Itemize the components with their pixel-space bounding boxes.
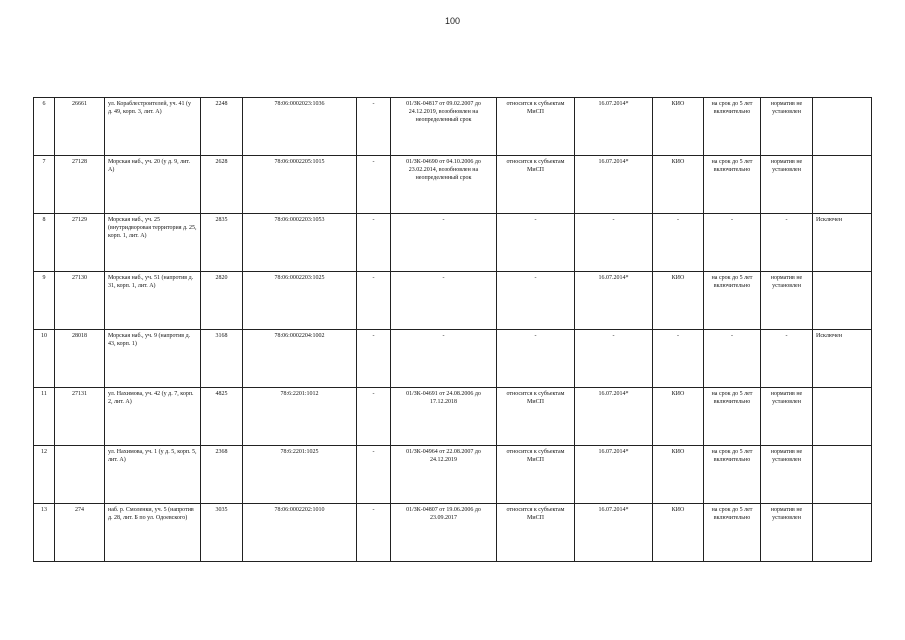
cell-owner: КИО — [653, 504, 704, 562]
cell-note — [813, 388, 872, 446]
table-body — [34, 98, 872, 562]
table-row — [34, 446, 872, 504]
cell-cadastral-number: 78:06:0002203:1053 — [243, 214, 357, 272]
cell-object-code: 27129 — [55, 214, 105, 272]
cell-norm: - — [761, 330, 813, 388]
cell-row-number: 13 — [34, 504, 55, 562]
cell-area: 4825 — [201, 388, 243, 446]
cell-address: Морская наб., уч. 9 (напротив д. 43, корп. 1) — [105, 330, 201, 388]
cell-attribution: - — [497, 214, 575, 272]
cell-note — [813, 272, 872, 330]
table-row — [34, 98, 872, 156]
cell-lease-agreement: - — [391, 330, 497, 388]
cell-norm: норматив не установлен — [761, 272, 813, 330]
cell-attribution: - — [497, 330, 575, 388]
cell-date: 16.07.2014* — [575, 446, 653, 504]
cell-row-number: 11 — [34, 388, 55, 446]
cell-object-code: 27130 — [55, 272, 105, 330]
cell-note — [813, 156, 872, 214]
cell-cadastral-number: 78:06:0002023:1036 — [243, 98, 357, 156]
cell-cadastral-number: 78:06:0002205:1015 — [243, 156, 357, 214]
cell-row-number: 12 — [34, 446, 55, 504]
cell-row-number: 8 — [34, 214, 55, 272]
cell-area: 2835 — [201, 214, 243, 272]
cell-date: - — [575, 214, 653, 272]
cell-lease-agreement: 01/ЗК-04690 от 04.10.2006 до 23.02.2014, возобновлен на неопределенный срок — [391, 156, 497, 214]
cell-empty-column: - — [357, 504, 391, 562]
cell-empty-column: - — [357, 272, 391, 330]
cell-lease-agreement: 01/ЗК-04964 от 22.08.2007 до 24.12.2019 — [391, 446, 497, 504]
cell-empty-column: - — [357, 214, 391, 272]
cell-object-code: 26661 — [55, 98, 105, 156]
cell-date: 16.07.2014* — [575, 98, 653, 156]
cell-address: ул. Кораблестроителей, уч. 41 (у д. 49, корп. 3, лит. А) — [105, 98, 201, 156]
cell-area: 3035 — [201, 504, 243, 562]
cell-date: 16.07.2014* — [575, 504, 653, 562]
cell-term: на срок до 5 лет включительно — [704, 98, 761, 156]
cell-object-code: 27131 — [55, 388, 105, 446]
cell-area: 2248 — [201, 98, 243, 156]
cell-address: Морская наб., уч. 20 (у д. 9, лит. А) — [105, 156, 201, 214]
cell-date: 16.07.2014* — [575, 272, 653, 330]
cell-object-code — [55, 446, 105, 504]
cell-owner: - — [653, 330, 704, 388]
table-row — [34, 388, 872, 446]
cell-owner: КИО — [653, 272, 704, 330]
cell-term: на срок до 5 лет включительно — [704, 388, 761, 446]
cell-norm: норматив не установлен — [761, 446, 813, 504]
cell-empty-column: - — [357, 330, 391, 388]
cell-term: - — [704, 214, 761, 272]
cell-term: на срок до 5 лет включительно — [704, 156, 761, 214]
cell-norm: норматив не установлен — [761, 98, 813, 156]
cell-cadastral-number: 78:06:0002202:1010 — [243, 504, 357, 562]
cell-lease-agreement: - — [391, 272, 497, 330]
cell-empty-column: - — [357, 156, 391, 214]
table-row — [34, 504, 872, 562]
cell-object-code: 27128 — [55, 156, 105, 214]
cell-area: 2368 — [201, 446, 243, 504]
cell-area: 2628 — [201, 156, 243, 214]
cell-date: 16.07.2014* — [575, 156, 653, 214]
registry-table — [33, 97, 872, 562]
cell-address: Морская наб., уч. 51 (напротив д. 31, корп. 1, лит. А) — [105, 272, 201, 330]
cell-lease-agreement: 01/ЗК-04817 от 09.02.2007 до 24.12.2019, возобновлен на неопределенный срок — [391, 98, 497, 156]
cell-row-number: 6 — [34, 98, 55, 156]
cell-owner: - — [653, 214, 704, 272]
cell-note — [813, 446, 872, 504]
cell-area: 3168 — [201, 330, 243, 388]
cell-lease-agreement: - — [391, 214, 497, 272]
cell-object-code: 274 — [55, 504, 105, 562]
cell-object-code: 28018 — [55, 330, 105, 388]
cell-owner: КИО — [653, 388, 704, 446]
cell-empty-column: - — [357, 446, 391, 504]
table-row — [34, 272, 872, 330]
cell-owner: КИО — [653, 98, 704, 156]
cell-note: Исключен — [813, 330, 872, 388]
page-number: 100 — [444, 16, 461, 26]
cell-cadastral-number: 78:6:2201:1012 — [243, 388, 357, 446]
cell-lease-agreement: 01/ЗК-04807 от 19.06.2006 до 23.09.2017 — [391, 504, 497, 562]
cell-cadastral-number: 78:6:2201:1025 — [243, 446, 357, 504]
cell-cadastral-number: 78:06:0002204:1002 — [243, 330, 357, 388]
cell-area: 2820 — [201, 272, 243, 330]
cell-cadastral-number: 78:06:0002203:1025 — [243, 272, 357, 330]
cell-address: ул. Нахимова, уч. 1 (у д. 5, корп. 5, лит. А) — [105, 446, 201, 504]
cell-row-number: 10 — [34, 330, 55, 388]
cell-term: на срок до 5 лет включительно — [704, 272, 761, 330]
cell-note — [813, 504, 872, 562]
cell-term: на срок до 5 лет включительно — [704, 446, 761, 504]
cell-attribution: - — [497, 272, 575, 330]
table-row — [34, 214, 872, 272]
cell-attribution: относится к субъектам МиСП — [497, 446, 575, 504]
cell-address: наб. р. Смоленки, уч. 5 (напротив д. 28, лит. Б по ул. Одоевского) — [105, 504, 201, 562]
cell-attribution: относится к субъектам МиСП — [497, 388, 575, 446]
cell-empty-column: - — [357, 98, 391, 156]
cell-note — [813, 98, 872, 156]
table-row — [34, 330, 872, 388]
cell-lease-agreement: 01/ЗК-04691 от 24.08.2006 до 17.12.2018 — [391, 388, 497, 446]
cell-norm: норматив не установлен — [761, 156, 813, 214]
cell-row-number: 7 — [34, 156, 55, 214]
cell-norm: - — [761, 214, 813, 272]
cell-empty-column: - — [357, 388, 391, 446]
cell-owner: КИО — [653, 156, 704, 214]
cell-date: 16.07.2014* — [575, 388, 653, 446]
cell-norm: норматив не установлен — [761, 504, 813, 562]
cell-address: ул. Нахимова, уч. 42 (у д. 7, корп. 2, лит. А) — [105, 388, 201, 446]
cell-note: Исключен — [813, 214, 872, 272]
table-row — [34, 156, 872, 214]
cell-norm: норматив не установлен — [761, 388, 813, 446]
cell-address: Морская наб., уч. 25 (внутридворовая территория д. 25, корп. 1, лит. А) — [105, 214, 201, 272]
cell-attribution: относится к субъектам МиСП — [497, 156, 575, 214]
cell-row-number: 9 — [34, 272, 55, 330]
cell-term: на срок до 5 лет включительно — [704, 504, 761, 562]
cell-date: - — [575, 330, 653, 388]
cell-attribution: относится к субъектам МиСП — [497, 98, 575, 156]
cell-attribution: относится к субъектам МиСП — [497, 504, 575, 562]
cell-term: - — [704, 330, 761, 388]
cell-owner: КИО — [653, 446, 704, 504]
